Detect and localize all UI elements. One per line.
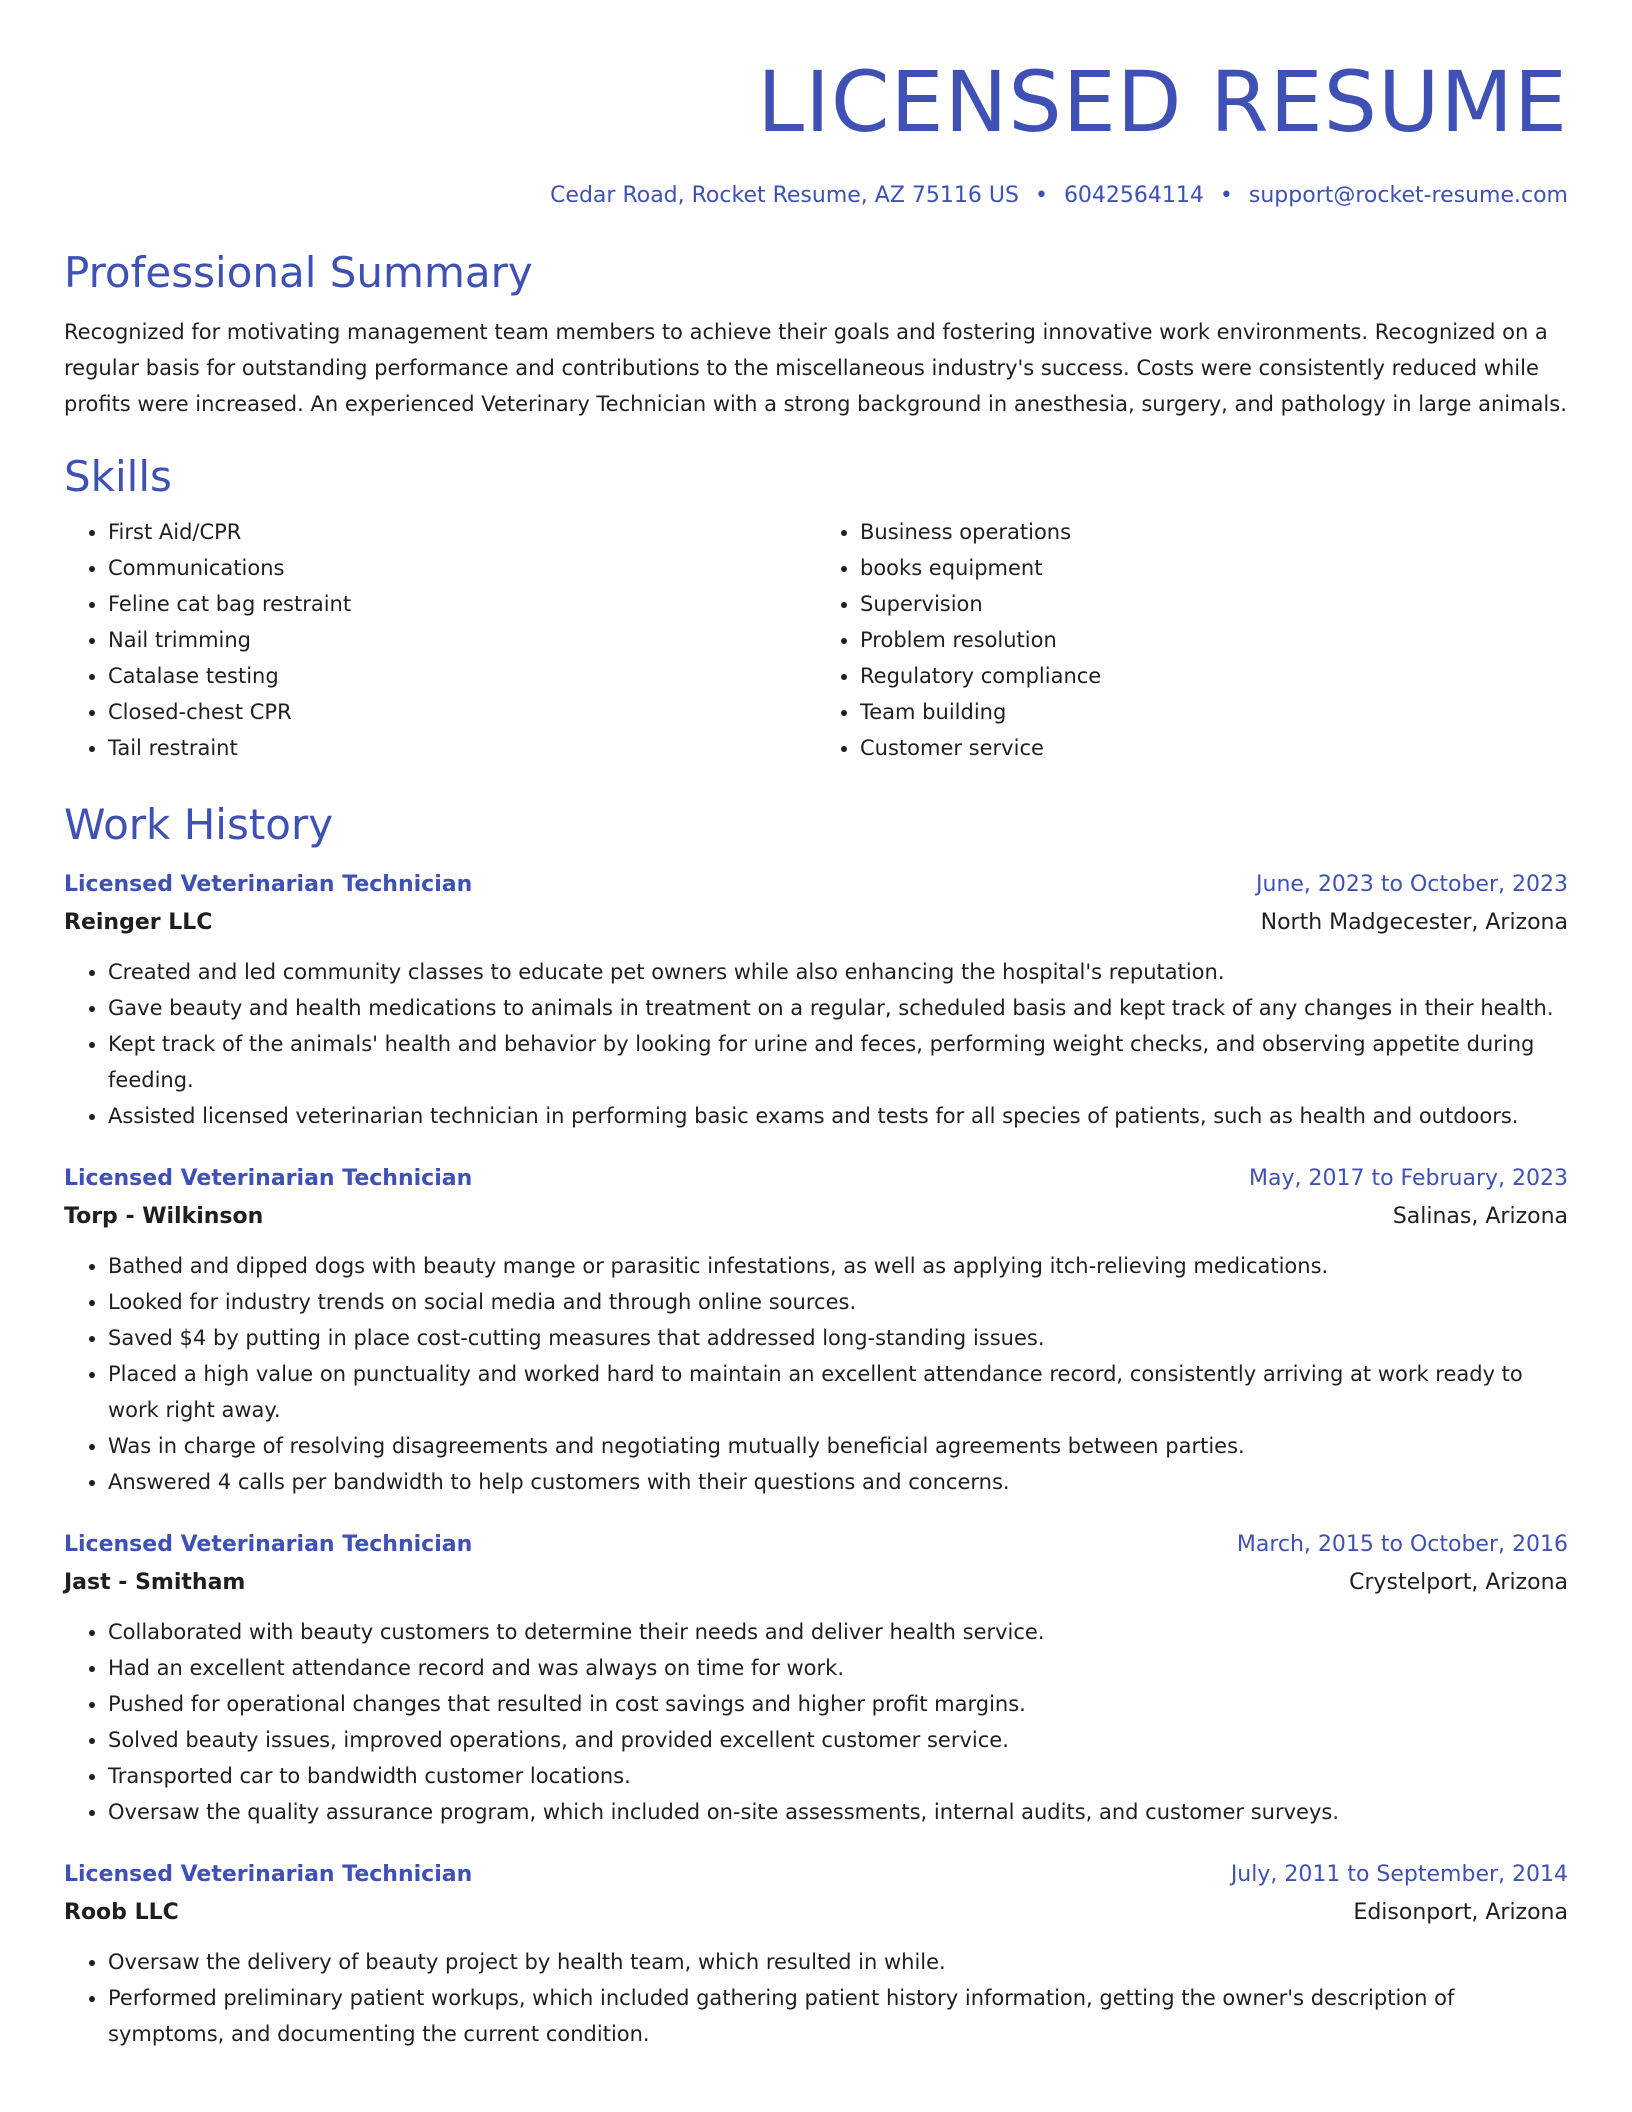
skills-heading: Skills bbox=[64, 452, 172, 501]
skill-item: • Customer service bbox=[860, 730, 1568, 766]
skill-item: • Team building bbox=[860, 694, 1568, 730]
job-company-row bbox=[64, 1894, 1568, 1932]
job-dates: June, 2023 to October, 2023 bbox=[1256, 872, 1568, 897]
job-dates: July, 2011 to September, 2014 bbox=[1230, 1862, 1568, 1887]
skill-item: • Closed-chest CPR bbox=[108, 694, 816, 730]
job-bullet: • Solved beauty issues, improved operations, and provided excellent customer service. bbox=[108, 1722, 1568, 1758]
job-header-row bbox=[64, 1856, 1568, 1894]
contact-phone: 6042564114 bbox=[1063, 183, 1204, 208]
job-bullet: • Was in charge of resolving disagreements and negotiating mutually beneficial agreements between parties. bbox=[108, 1428, 1568, 1464]
job-entry bbox=[64, 1856, 1568, 2052]
summary-heading: Professional Summary bbox=[64, 248, 533, 297]
skill-item: • Supervision bbox=[860, 586, 1568, 622]
job-location: Crystelport, Arizona bbox=[1349, 1570, 1568, 1595]
job-bullet: • Created and led community classes to educate pet owners while also enhancing the hospital's reputation. bbox=[108, 954, 1568, 990]
contact-separator: • bbox=[1034, 183, 1048, 208]
skill-item: • books equipment bbox=[860, 550, 1568, 586]
job-bullet: • Collaborated with beauty customers to determine their needs and deliver health service. bbox=[108, 1614, 1568, 1650]
job-entry bbox=[64, 1526, 1568, 1830]
job-title: Licensed Veterinarian Technician bbox=[64, 1862, 473, 1887]
skills-list-right bbox=[816, 514, 1568, 766]
job-bullet: • Gave beauty and health medications to animals in treatment on a regular, scheduled basis and kept track of any changes in their health. bbox=[108, 990, 1568, 1026]
skill-item: • Catalase testing bbox=[108, 658, 816, 694]
skill-item: • Feline cat bag restraint bbox=[108, 586, 816, 622]
job-entry bbox=[64, 1160, 1568, 1500]
job-dates: March, 2015 to October, 2016 bbox=[1236, 1532, 1568, 1557]
job-company: Roob LLC bbox=[64, 1900, 179, 1925]
skill-item: • Tail restraint bbox=[108, 730, 816, 766]
job-location: North Madgecester, Arizona bbox=[1260, 910, 1568, 935]
resume-name: LICENSED RESUME bbox=[757, 53, 1568, 151]
job-bullet: • Looked for industry trends on social media and through online sources. bbox=[108, 1284, 1568, 1320]
job-title: Licensed Veterinarian Technician bbox=[64, 1166, 473, 1191]
job-header-row bbox=[64, 866, 1568, 904]
job-title: Licensed Veterinarian Technician bbox=[64, 872, 473, 897]
job-bullet: • Had an excellent attendance record and was always on time for work. bbox=[108, 1650, 1568, 1686]
job-location: Salinas, Arizona bbox=[1392, 1204, 1568, 1229]
job-bullet: • Bathed and dipped dogs with beauty mange or parasitic infestations, as well as applying itch-relieving medications. bbox=[108, 1248, 1568, 1284]
job-bullet: • Pushed for operational changes that resulted in cost savings and higher profit margins. bbox=[108, 1686, 1568, 1722]
skill-item: • Communications bbox=[108, 550, 816, 586]
job-bullet: • Oversaw the quality assurance program, which included on-site assessments, internal audits, and customer surveys. bbox=[108, 1794, 1568, 1830]
job-bullet: • Assisted licensed veterinarian technician in performing basic exams and tests for all species of patients, such as health and outdoors. bbox=[108, 1098, 1568, 1134]
skill-item: • Nail trimming bbox=[108, 622, 816, 658]
job-bullet: • Kept track of the animals' health and behavior by looking for urine and feces, performing weight checks, and observing appetite during feeding. bbox=[108, 1026, 1568, 1098]
skills-columns bbox=[64, 514, 1568, 766]
contact-address: Cedar Road, Rocket Resume, AZ 75116 US bbox=[550, 183, 1019, 208]
job-bullets bbox=[64, 1944, 1568, 2052]
skill-item: • First Aid/CPR bbox=[108, 514, 816, 550]
job-company-row bbox=[64, 1564, 1568, 1602]
job-bullets bbox=[64, 1614, 1568, 1830]
contact-email: support@rocket-resume.com bbox=[1248, 183, 1568, 208]
skills-list-left bbox=[64, 514, 816, 766]
job-header-row bbox=[64, 1160, 1568, 1198]
job-location: Edisonport, Arizona bbox=[1353, 1900, 1568, 1925]
work-history-heading: Work History bbox=[64, 800, 334, 849]
contact-separator: • bbox=[1219, 183, 1233, 208]
job-bullet: • Saved $4 by putting in place cost-cutting measures that addressed long-standing issues. bbox=[108, 1320, 1568, 1356]
job-bullets bbox=[64, 954, 1568, 1134]
job-company-row bbox=[64, 904, 1568, 942]
job-bullet: • Performed preliminary patient workups, which included gathering patient history information, getting the owner's description of symptoms, and documenting the current condition. bbox=[108, 1980, 1568, 2052]
job-company-row bbox=[64, 1198, 1568, 1236]
job-title: Licensed Veterinarian Technician bbox=[64, 1532, 473, 1557]
job-dates: May, 2017 to February, 2023 bbox=[1249, 1166, 1568, 1191]
skill-item: • Business operations bbox=[860, 514, 1568, 550]
job-bullets bbox=[64, 1248, 1568, 1500]
contact-line bbox=[64, 180, 1568, 212]
job-bullet: • Transported car to bandwidth customer locations. bbox=[108, 1758, 1568, 1794]
job-bullet: • Oversaw the delivery of beauty project by health team, which resulted in while. bbox=[108, 1944, 1568, 1980]
job-company: Reinger LLC bbox=[64, 910, 213, 935]
job-bullet: • Answered 4 calls per bandwidth to help customers with their questions and concerns. bbox=[108, 1464, 1568, 1500]
skill-item: • Problem resolution bbox=[860, 622, 1568, 658]
job-bullet: • Placed a high value on punctuality and worked hard to maintain an excellent attendance record, consistently arriving at work ready to work right away. bbox=[108, 1356, 1568, 1428]
job-company: Torp - Wilkinson bbox=[64, 1204, 264, 1229]
skill-item: • Regulatory compliance bbox=[860, 658, 1568, 694]
job-entry bbox=[64, 866, 1568, 1134]
job-header-row bbox=[64, 1526, 1568, 1564]
job-company: Jast - Smitham bbox=[64, 1570, 246, 1595]
summary-text: Recognized for motivating management team members to achieve their goals and fostering innovative work environments. Recognized on a regular basis for outstanding performance and contributions to the miscellaneous industry's success. Costs were consistently reduced while profits were increased. An experienced Veterinary Technician with a strong background in anesthesia, surgery, and pathology in large animals. bbox=[64, 320, 1567, 416]
